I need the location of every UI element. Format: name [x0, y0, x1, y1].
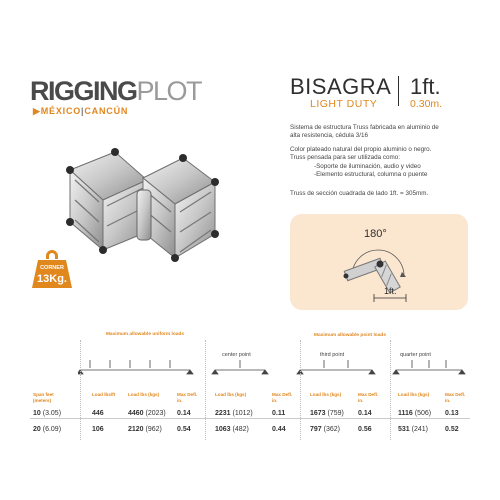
brand-location-b: CANCÚN — [84, 106, 129, 116]
uniform-load-lbs-label: Load lbs (kgs) — [128, 392, 160, 397]
uniform-defl-value: 0.14 — [177, 410, 191, 417]
brand-name-light: PLOT — [136, 76, 202, 106]
description-line: alta resistencia, cédula 3/16 — [290, 132, 369, 140]
uniform-lbsft-value: 446 — [92, 410, 104, 417]
center-load-label: Load lbs (kgs) — [215, 392, 247, 397]
span-value: 20 — [33, 426, 41, 433]
third-defl-value: 0.14 — [358, 410, 372, 417]
product-subtitle: LIGHT DUTY — [310, 98, 378, 110]
third-kgs: (362) — [323, 426, 340, 433]
quarter-kgs: (241) — [411, 426, 428, 433]
uniform-load-lbsft-label: Load lbs/ft — [92, 392, 116, 397]
product-size-ft: 1ft. — [410, 74, 441, 99]
span-meters: (6.09) — [42, 426, 62, 433]
title-divider — [398, 76, 399, 106]
third-lbs: 1673 — [310, 410, 326, 417]
weight-label: CORNER — [40, 265, 64, 271]
center-point-label: center point — [222, 352, 251, 358]
product-size-m: 0.30m. — [410, 98, 443, 110]
uniform-kgs: (962) — [145, 426, 162, 433]
quarter-load-value — [398, 410, 431, 417]
span-column-label: Span feet (meters) — [33, 392, 54, 403]
truss-hinge-illustration — [55, 130, 225, 280]
product-title: BISAGRA — [290, 74, 392, 99]
table-row — [33, 410, 61, 417]
center-defl-label: Max Defl. in. — [272, 392, 293, 403]
center-lbs: 1063 — [215, 426, 231, 433]
third-lbs: 797 — [310, 426, 322, 433]
third-load-label: Load lbs (kgs) — [310, 392, 342, 397]
brand-logo — [30, 78, 201, 105]
description-p2 — [290, 146, 475, 179]
table-divider — [300, 340, 301, 440]
quarter-load-label: Load lbs (kgs) — [398, 392, 430, 397]
table-divider — [80, 340, 81, 440]
play-icon: ▶ — [33, 106, 41, 116]
center-load-value — [215, 426, 249, 433]
third-point-label: third point — [320, 352, 345, 358]
uniform-load-value — [128, 410, 166, 417]
quarter-defl-value: 0.13 — [445, 410, 459, 417]
span-value: 10 — [33, 410, 41, 417]
table-divider — [205, 340, 206, 440]
third-kgs: (759) — [327, 410, 344, 417]
brand-location-a: MÉXICO — [40, 106, 82, 116]
third-defl-value: 0.56 — [358, 426, 372, 433]
description-p1 — [290, 124, 475, 141]
center-load-value — [215, 410, 253, 417]
description-line: Color plateado natural del propio aluminio o negro. — [290, 146, 432, 153]
uniform-load-value — [128, 426, 162, 433]
center-defl-value: 0.44 — [272, 426, 286, 433]
table-divider — [390, 340, 391, 440]
uniform-loads-header: Maximum allowable uniform loads — [105, 332, 185, 337]
quarter-lbs: 1116 — [398, 410, 413, 417]
uniform-lbsft-value: 106 — [92, 426, 104, 433]
center-lbs: 2231 — [215, 410, 231, 417]
quarter-load-value — [398, 426, 428, 433]
quarter-lbs: 531 — [398, 426, 410, 433]
point-loads-header: Maximum allowable point loads — [314, 333, 386, 338]
third-load-value — [310, 410, 344, 417]
quarter-defl-label: Max Defl. in. — [445, 392, 466, 403]
uniform-defl-value: 0.54 — [177, 426, 191, 433]
description-line: Truss de sección cuadrada de lado 1ft. = 305mm. — [290, 190, 429, 197]
description-list-item: -Soporte de iluminación, audio y video — [314, 162, 421, 170]
quarter-defl-value: 0.52 — [445, 426, 459, 433]
description-line: Sistema de estructura Truss fabricada en aluminio de — [290, 124, 439, 131]
weight-value: 13Kg. — [37, 273, 67, 285]
table-row — [33, 426, 61, 433]
quarter-point-label: quarter point — [400, 352, 431, 358]
angle-label: 180° — [364, 228, 387, 240]
description-p3 — [290, 190, 475, 198]
brand-location-sep: | — [81, 106, 85, 116]
center-kgs: (1012) — [232, 410, 253, 417]
quarter-kgs: (506) — [414, 410, 432, 417]
table-row-divider — [30, 418, 470, 419]
center-kgs: (482) — [232, 426, 249, 433]
third-defl-label: Max Defl. in. — [358, 392, 379, 403]
uniform-lbs: 2120 — [128, 426, 144, 433]
uniform-lbs: 4460 — [128, 410, 144, 417]
uniform-defl-label: Max Defl. in. — [177, 392, 198, 403]
third-load-value — [310, 426, 340, 433]
center-defl-value: 0.11 — [272, 410, 286, 417]
brand-name-bold: RIGGING — [30, 76, 137, 106]
description-list-item: -Elemento estructural, columna o puente — [314, 170, 428, 178]
span-meters: (3.05) — [42, 410, 62, 417]
brand-location — [33, 106, 128, 117]
length-label: 1ft. — [384, 286, 397, 296]
description-line: Truss pensada para ser utilizada como: — [290, 154, 401, 162]
uniform-kgs: (2023) — [145, 410, 166, 417]
